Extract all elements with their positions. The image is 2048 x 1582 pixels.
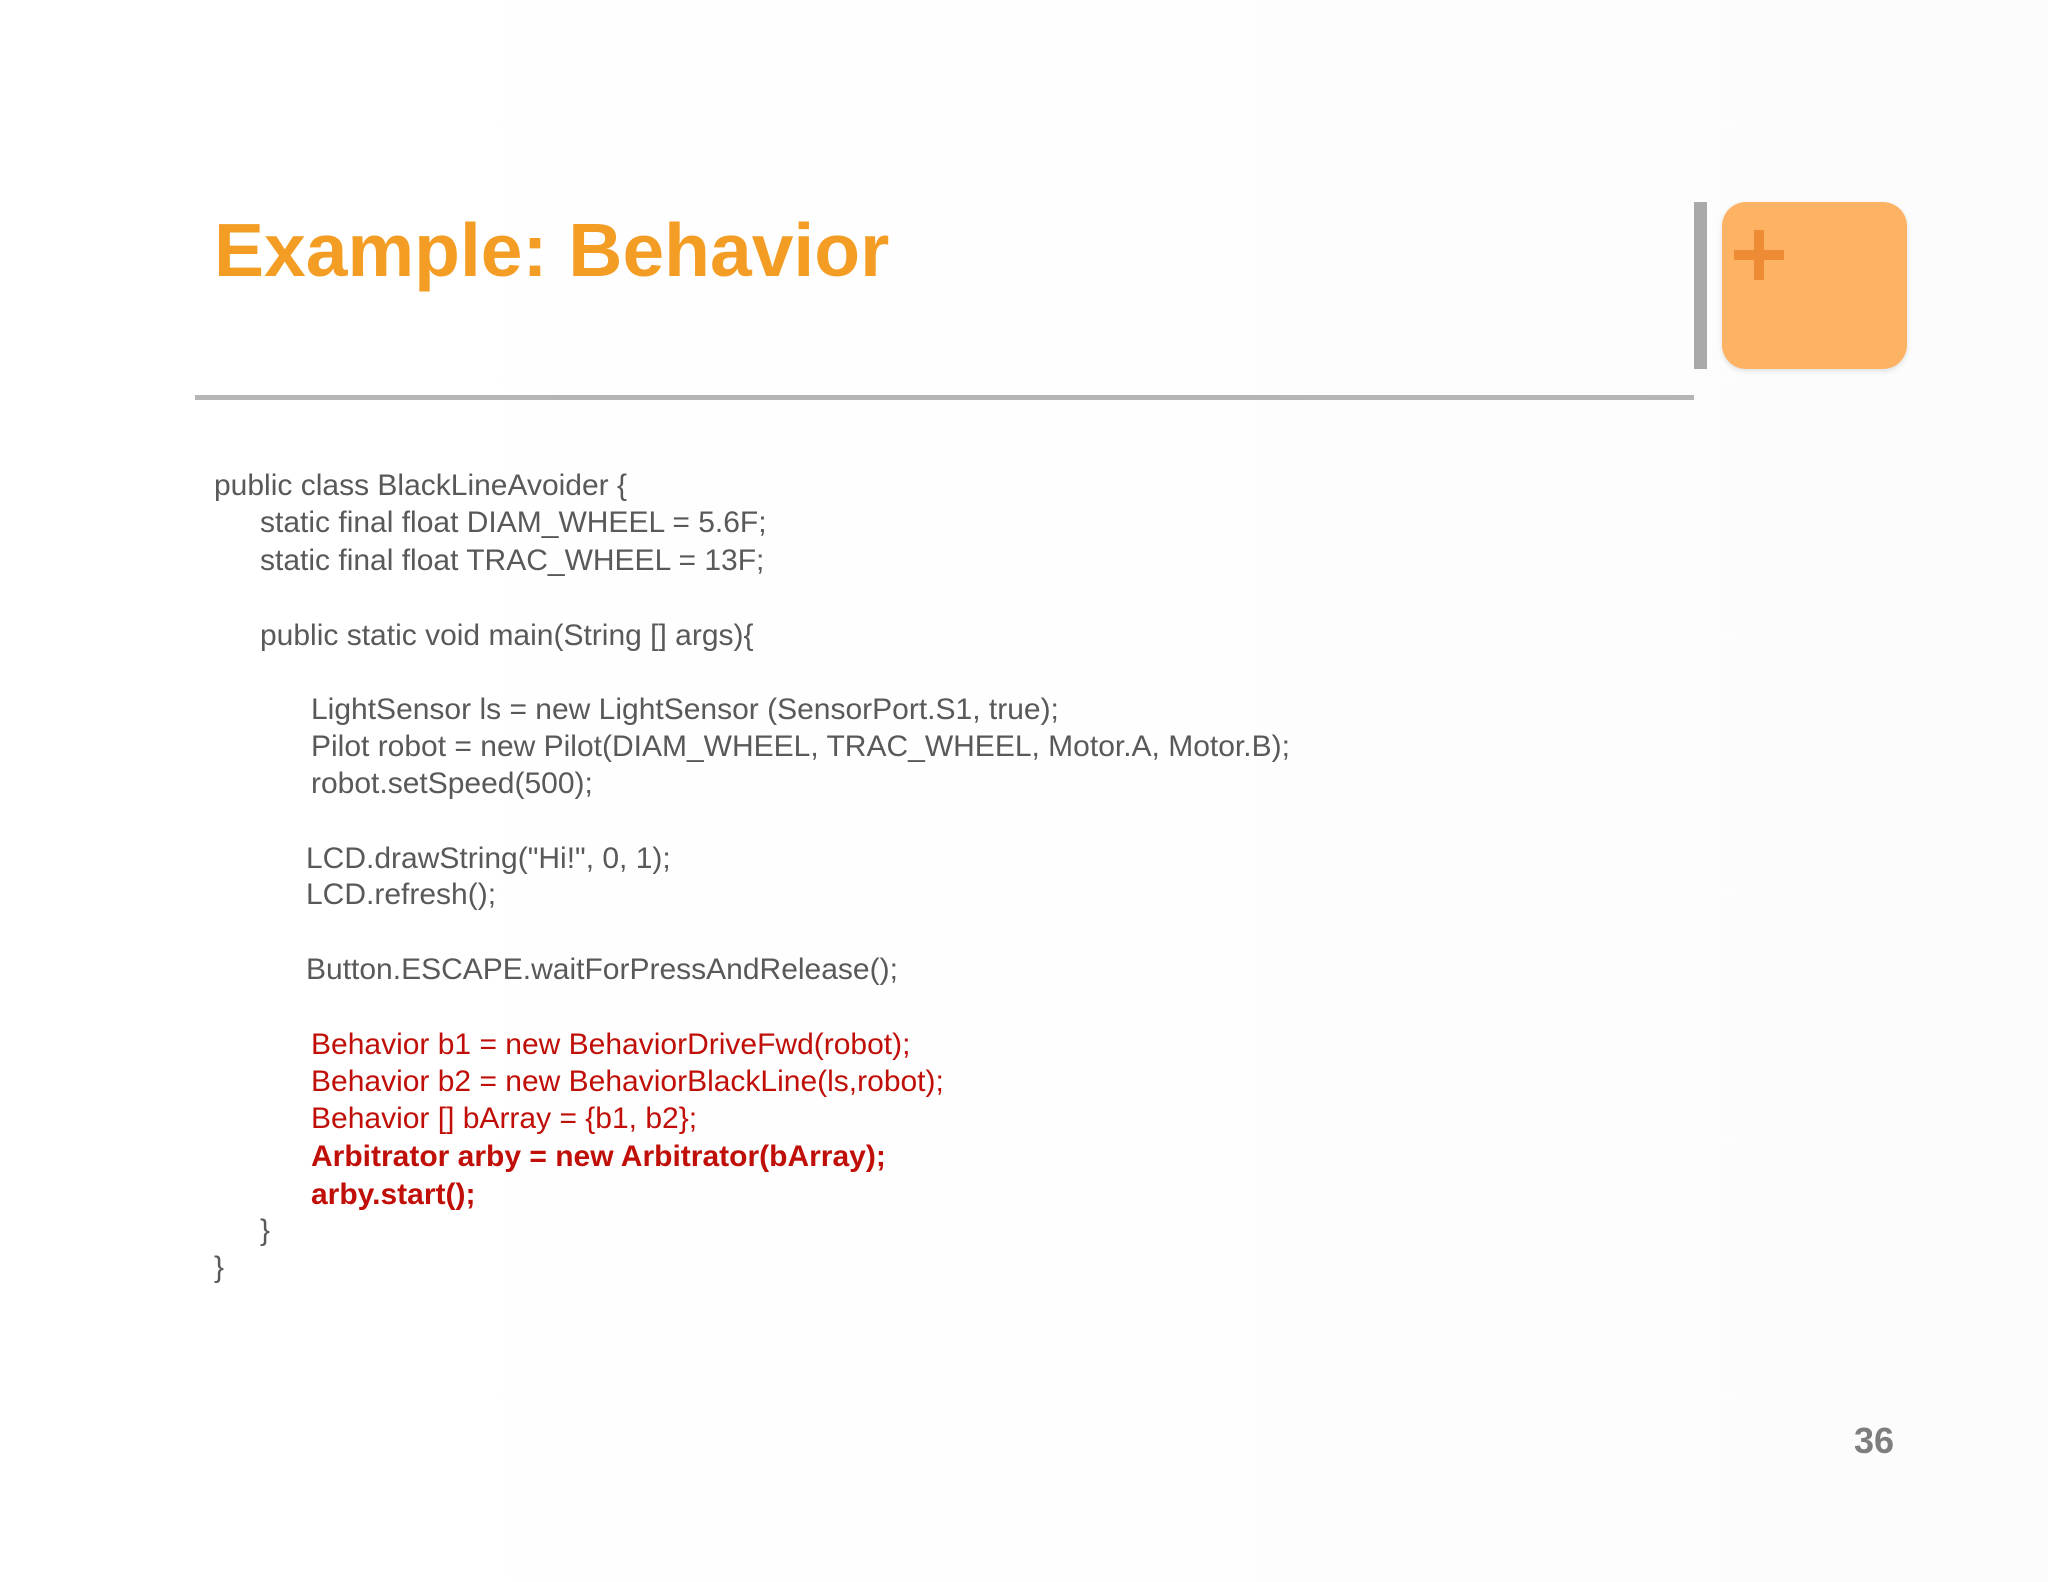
- code-line: Pilot robot = new Pilot(DIAM_WHEEL, TRAC_WHEEL, Motor.A, Motor.B);: [311, 730, 1290, 763]
- vertical-accent-bar: [1694, 202, 1707, 369]
- code-line-highlight: Behavior b2 = new BehaviorBlackLine(ls,robot);: [311, 1065, 944, 1098]
- code-line-highlight-bold: arby.start();: [311, 1178, 476, 1211]
- code-line: }: [260, 1214, 271, 1247]
- code-line-highlight: Behavior [] bArray = {b1, b2};: [311, 1102, 698, 1135]
- plus-box: [1722, 202, 1907, 369]
- slide-title: Example: Behavior: [214, 208, 890, 292]
- code-line: public class BlackLineAvoider {: [214, 469, 628, 502]
- code-line: }: [214, 1251, 225, 1284]
- code-line: LCD.drawString("Hi!", 0, 1);: [306, 842, 671, 875]
- code-line: LCD.refresh();: [306, 878, 497, 911]
- code-line: robot.setSpeed(500);: [311, 767, 593, 800]
- plus-icon: [1734, 230, 1784, 280]
- code-line: public static void main(String [] args){: [260, 619, 754, 652]
- code-line: LightSensor ls = new LightSensor (SensorPort.S1, true);: [311, 693, 1059, 726]
- title-divider: [195, 395, 1694, 400]
- code-line: Button.ESCAPE.waitForPressAndRelease();: [306, 953, 898, 986]
- code-line: static final float DIAM_WHEEL = 5.6F;: [260, 506, 767, 539]
- page-number: 36: [1853, 1420, 1894, 1461]
- code-line-highlight-bold: Arbitrator arby = new Arbitrator(bArray);: [311, 1140, 886, 1173]
- code-line-highlight: Behavior b1 = new BehaviorDriveFwd(robot);: [311, 1028, 911, 1061]
- code-line: static final float TRAC_WHEEL = 13F;: [260, 544, 765, 577]
